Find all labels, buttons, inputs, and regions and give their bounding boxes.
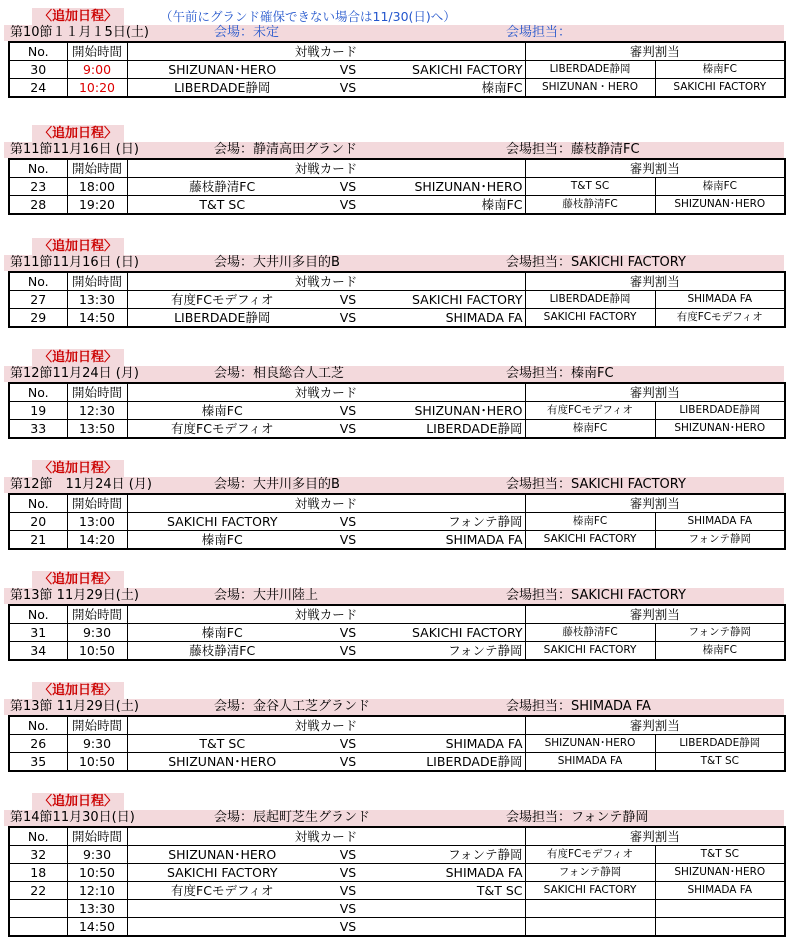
home-team: LIBERDADE静岡 [127,79,317,98]
home-team: 榛南FC [127,624,317,642]
vs-label: VS [317,513,379,531]
home-team: 有度FCモデフィオ [127,291,317,309]
venue-host-label: 会場担当：SHIMADA FA [506,699,651,714]
table-header-row [9,383,785,402]
away-team: フォンテ静岡 [379,513,525,531]
vs-label: VS [317,642,379,661]
section-header [4,142,784,158]
start-time: 13:50 [67,420,127,439]
table-row [9,735,785,753]
table-row [9,420,785,439]
match-table [8,604,786,661]
vs-label: VS [317,309,379,328]
table-row [9,846,785,864]
home-team: SAKICHI FACTORY [127,513,317,531]
home-team: 榛南FC [127,402,317,420]
venue-label: 会場：未定 [214,25,280,40]
round-date: 第14節11月30日(日) [10,810,135,825]
additional-schedule-tag: 〈追加日程〉 [32,349,124,366]
referee-2: 有度FCモデフィオ [655,309,785,328]
start-time: 9:00 [67,61,127,79]
vs-label: VS [317,882,379,900]
referee-1: 有度FCモデフィオ [525,846,655,864]
away-team [379,918,525,937]
referee-1 [525,900,655,918]
table-header-row [9,827,785,846]
away-team: 榛南FC [379,196,525,215]
table-header-row [9,494,785,513]
referee-2: SHIZUNAN･HERO [655,864,785,882]
table-row [9,196,785,215]
referee-1: T&T SC [525,178,655,196]
home-team: 有度FCモデフィオ [127,882,317,900]
table-row [9,402,785,420]
table-row [9,178,785,196]
match-no [9,900,67,918]
col-header-start-time: 開始時間 [67,383,127,402]
referee-1 [525,918,655,937]
venue-label: 会場：辰起町芝生グランド [214,810,371,825]
match-no: 27 [9,291,67,309]
col-header-no: No. [9,605,67,624]
section-header [4,255,784,271]
vs-label: VS [317,531,379,550]
section-header [4,477,784,493]
away-team: SHIZUNAN･HERO [379,178,525,196]
col-header-start-time: 開始時間 [67,716,127,735]
home-team: 藤枝静清FC [127,642,317,661]
col-header-referee: 審判割当 [525,159,785,178]
section-header [4,699,784,715]
additional-schedule-tag: 〈追加日程〉 [32,793,124,810]
table-header-row [9,42,785,61]
vs-label: VS [317,753,379,772]
vs-label: VS [317,291,379,309]
away-team: SAKICHI FACTORY [379,624,525,642]
col-header-matchup: 対戦カード [127,383,525,402]
col-header-no: No. [9,716,67,735]
referee-2: SHIZUNAN･HERO [655,196,785,215]
table-row [9,753,785,772]
col-header-referee: 審判割当 [525,383,785,402]
away-team: SHIZUNAN･HERO [379,402,525,420]
away-team: SHIMADA FA [379,864,525,882]
col-header-matchup: 対戦カード [127,272,525,291]
match-table [8,493,786,550]
venue-host-label: 会場担当： [506,25,572,40]
additional-schedule-tag: 〈追加日程〉 [32,460,124,477]
home-team: SHIZUNAN･HERO [127,61,317,79]
referee-2: T&T SC [655,753,785,772]
match-no: 33 [9,420,67,439]
start-time: 14:50 [67,309,127,328]
referee-2 [655,918,785,937]
away-team: SHIMADA FA [379,531,525,550]
vs-label: VS [317,900,379,918]
vs-label: VS [317,402,379,420]
venue-label: 会場：大井川多目的B [214,477,340,492]
vs-label: VS [317,624,379,642]
match-table [8,271,786,328]
start-time: 19:20 [67,196,127,215]
col-header-matchup: 対戦カード [127,159,525,178]
away-team: SAKICHI FACTORY [379,291,525,309]
col-header-no: No. [9,272,67,291]
match-no: 32 [9,846,67,864]
start-time: 10:50 [67,864,127,882]
round-date: 第13節 11月29日(土) [10,588,139,603]
match-no: 28 [9,196,67,215]
col-header-matchup: 対戦カード [127,827,525,846]
referee-1: SHIZUNAN・HERO [525,79,655,98]
col-header-referee: 審判割当 [525,605,785,624]
morning-ground-note: （午前にグランド確保できない場合は11/30(日)へ） [160,9,456,24]
table-row [9,918,785,937]
away-team: フォンテ静岡 [379,642,525,661]
vs-label: VS [317,846,379,864]
vs-label: VS [317,79,379,98]
table-row [9,864,785,882]
col-header-start-time: 開始時間 [67,494,127,513]
additional-schedule-tag: 〈追加日程〉 [32,125,124,142]
referee-1: SAKICHI FACTORY [525,531,655,550]
table-row [9,882,785,900]
referee-2: LIBERDADE静岡 [655,735,785,753]
vs-label: VS [317,735,379,753]
round-date: 第11節11月16日 (日) [10,255,139,270]
match-table [8,158,786,215]
referee-2: SAKICHI FACTORY [655,79,785,98]
venue-host-label: 会場担当：SAKICHI FACTORY [506,255,686,270]
home-team: LIBERDADE静岡 [127,309,317,328]
venue-label: 会場：大井川陸上 [214,588,319,603]
match-no: 30 [9,61,67,79]
venue-label: 会場：金谷人工芝グランド [214,699,371,714]
away-team: LIBERDADE静岡 [379,420,525,439]
start-time: 18:00 [67,178,127,196]
match-no: 35 [9,753,67,772]
venue-host-label: 会場担当：SAKICHI FACTORY [506,477,686,492]
section-header [4,366,784,382]
start-time: 13:30 [67,291,127,309]
referee-1: SHIMADA FA [525,753,655,772]
match-no: 21 [9,531,67,550]
col-header-start-time: 開始時間 [67,272,127,291]
table-row [9,309,785,328]
venue-host-label: 会場担当：SAKICHI FACTORY [506,588,686,603]
col-header-start-time: 開始時間 [67,42,127,61]
table-header-row [9,716,785,735]
round-date: 第12節 11月24日 (月) [10,477,152,492]
section-header [4,588,784,604]
referee-1: 藤枝静清FC [525,624,655,642]
referee-2: LIBERDADE静岡 [655,402,785,420]
match-no: 34 [9,642,67,661]
venue-host-label: 会場担当：榛南FC [506,366,614,381]
match-no: 20 [9,513,67,531]
referee-2: SHIMADA FA [655,291,785,309]
col-header-start-time: 開始時間 [67,159,127,178]
round-date: 第11節11月16日 (日) [10,142,139,157]
referee-2: SHIMADA FA [655,513,785,531]
match-no: 23 [9,178,67,196]
referee-1: LIBERDADE静岡 [525,61,655,79]
vs-label: VS [317,196,379,215]
referee-1: SAKICHI FACTORY [525,309,655,328]
start-time: 14:50 [67,918,127,937]
venue-label: 会場：相良総合人工芝 [214,366,345,381]
home-team: SAKICHI FACTORY [127,864,317,882]
referee-2: フォンテ静岡 [655,531,785,550]
away-team: フォンテ静岡 [379,846,525,864]
referee-1: 藤枝静清FC [525,196,655,215]
referee-1: 榛南FC [525,420,655,439]
col-header-referee: 審判割当 [525,494,785,513]
col-header-no: No. [9,159,67,178]
table-row [9,642,785,661]
referee-2: 榛南FC [655,642,785,661]
referee-2: SHIZUNAN･HERO [655,420,785,439]
referee-1: SAKICHI FACTORY [525,642,655,661]
referee-1: 榛南FC [525,513,655,531]
table-row [9,624,785,642]
home-team [127,918,317,937]
match-no: 19 [9,402,67,420]
home-team: SHIZUNAN･HERO [127,846,317,864]
home-team: SHIZUNAN･HERO [127,753,317,772]
vs-label: VS [317,420,379,439]
start-time: 14:20 [67,531,127,550]
start-time: 12:30 [67,402,127,420]
referee-2: SHIMADA FA [655,882,785,900]
start-time: 10:50 [67,642,127,661]
away-team: SHIMADA FA [379,735,525,753]
col-header-referee: 審判割当 [525,827,785,846]
referee-1: SHIZUNAN･HERO [525,735,655,753]
table-header-row [9,605,785,624]
table-row [9,513,785,531]
start-time: 9:30 [67,846,127,864]
match-no: 18 [9,864,67,882]
venue-host-label: 会場担当：藤枝静清FC [506,142,640,157]
referee-2 [655,900,785,918]
vs-label: VS [317,178,379,196]
col-header-matchup: 対戦カード [127,42,525,61]
table-row [9,79,785,98]
referee-1: LIBERDADE静岡 [525,291,655,309]
additional-schedule-tag: 〈追加日程〉 [32,682,124,699]
home-team: 藤枝静清FC [127,178,317,196]
table-header-row [9,272,785,291]
referee-2: 榛南FC [655,61,785,79]
home-team [127,900,317,918]
additional-schedule-tag: 〈追加日程〉 [32,238,124,255]
table-row [9,61,785,79]
start-time: 10:50 [67,753,127,772]
match-no: 31 [9,624,67,642]
referee-2: 榛南FC [655,178,785,196]
away-team [379,900,525,918]
match-no: 29 [9,309,67,328]
additional-schedule-tag: 〈追加日程〉 [32,8,124,25]
col-header-start-time: 開始時間 [67,605,127,624]
away-team: SAKICHI FACTORY [379,61,525,79]
home-team: T&T SC [127,196,317,215]
referee-2: T&T SC [655,846,785,864]
start-time: 12:10 [67,882,127,900]
venue-label: 会場：大井川多目的B [214,255,340,270]
section-header [4,25,784,41]
match-table [8,715,786,772]
home-team: 榛南FC [127,531,317,550]
match-table [8,41,786,98]
round-date: 第10節１１月１5日(土) [10,25,149,40]
match-table [8,826,786,937]
table-row [9,531,785,550]
away-team: T&T SC [379,882,525,900]
match-no [9,918,67,937]
referee-1: フォンテ静岡 [525,864,655,882]
col-header-matchup: 対戦カード [127,605,525,624]
start-time: 13:00 [67,513,127,531]
col-header-no: No. [9,42,67,61]
away-team: LIBERDADE静岡 [379,753,525,772]
referee-1: 有度FCモデフィオ [525,402,655,420]
home-team: 有度FCモデフィオ [127,420,317,439]
col-header-no: No. [9,827,67,846]
away-team: 榛南FC [379,79,525,98]
home-team: T&T SC [127,735,317,753]
away-team: SHIMADA FA [379,309,525,328]
start-time: 9:30 [67,735,127,753]
additional-schedule-tag: 〈追加日程〉 [32,571,124,588]
start-time: 13:30 [67,900,127,918]
referee-1: SAKICHI FACTORY [525,882,655,900]
col-header-matchup: 対戦カード [127,494,525,513]
round-date: 第12節11月24日 (月) [10,366,139,381]
referee-2: フォンテ静岡 [655,624,785,642]
table-header-row [9,159,785,178]
col-header-referee: 審判割当 [525,42,785,61]
table-row [9,291,785,309]
match-table [8,382,786,439]
start-time: 10:20 [67,79,127,98]
col-header-start-time: 開始時間 [67,827,127,846]
col-header-referee: 審判割当 [525,272,785,291]
venue-label: 会場：静清高田グランド [214,142,358,157]
vs-label: VS [317,61,379,79]
col-header-referee: 審判割当 [525,716,785,735]
vs-label: VS [317,864,379,882]
table-row [9,900,785,918]
venue-host-label: 会場担当：フォンテ静岡 [506,810,649,825]
match-no: 26 [9,735,67,753]
round-date: 第13節 11月29日(土) [10,699,139,714]
start-time: 9:30 [67,624,127,642]
col-header-no: No. [9,383,67,402]
match-no: 24 [9,79,67,98]
match-no: 22 [9,882,67,900]
vs-label: VS [317,918,379,937]
section-header [4,810,784,826]
col-header-matchup: 対戦カード [127,716,525,735]
col-header-no: No. [9,494,67,513]
